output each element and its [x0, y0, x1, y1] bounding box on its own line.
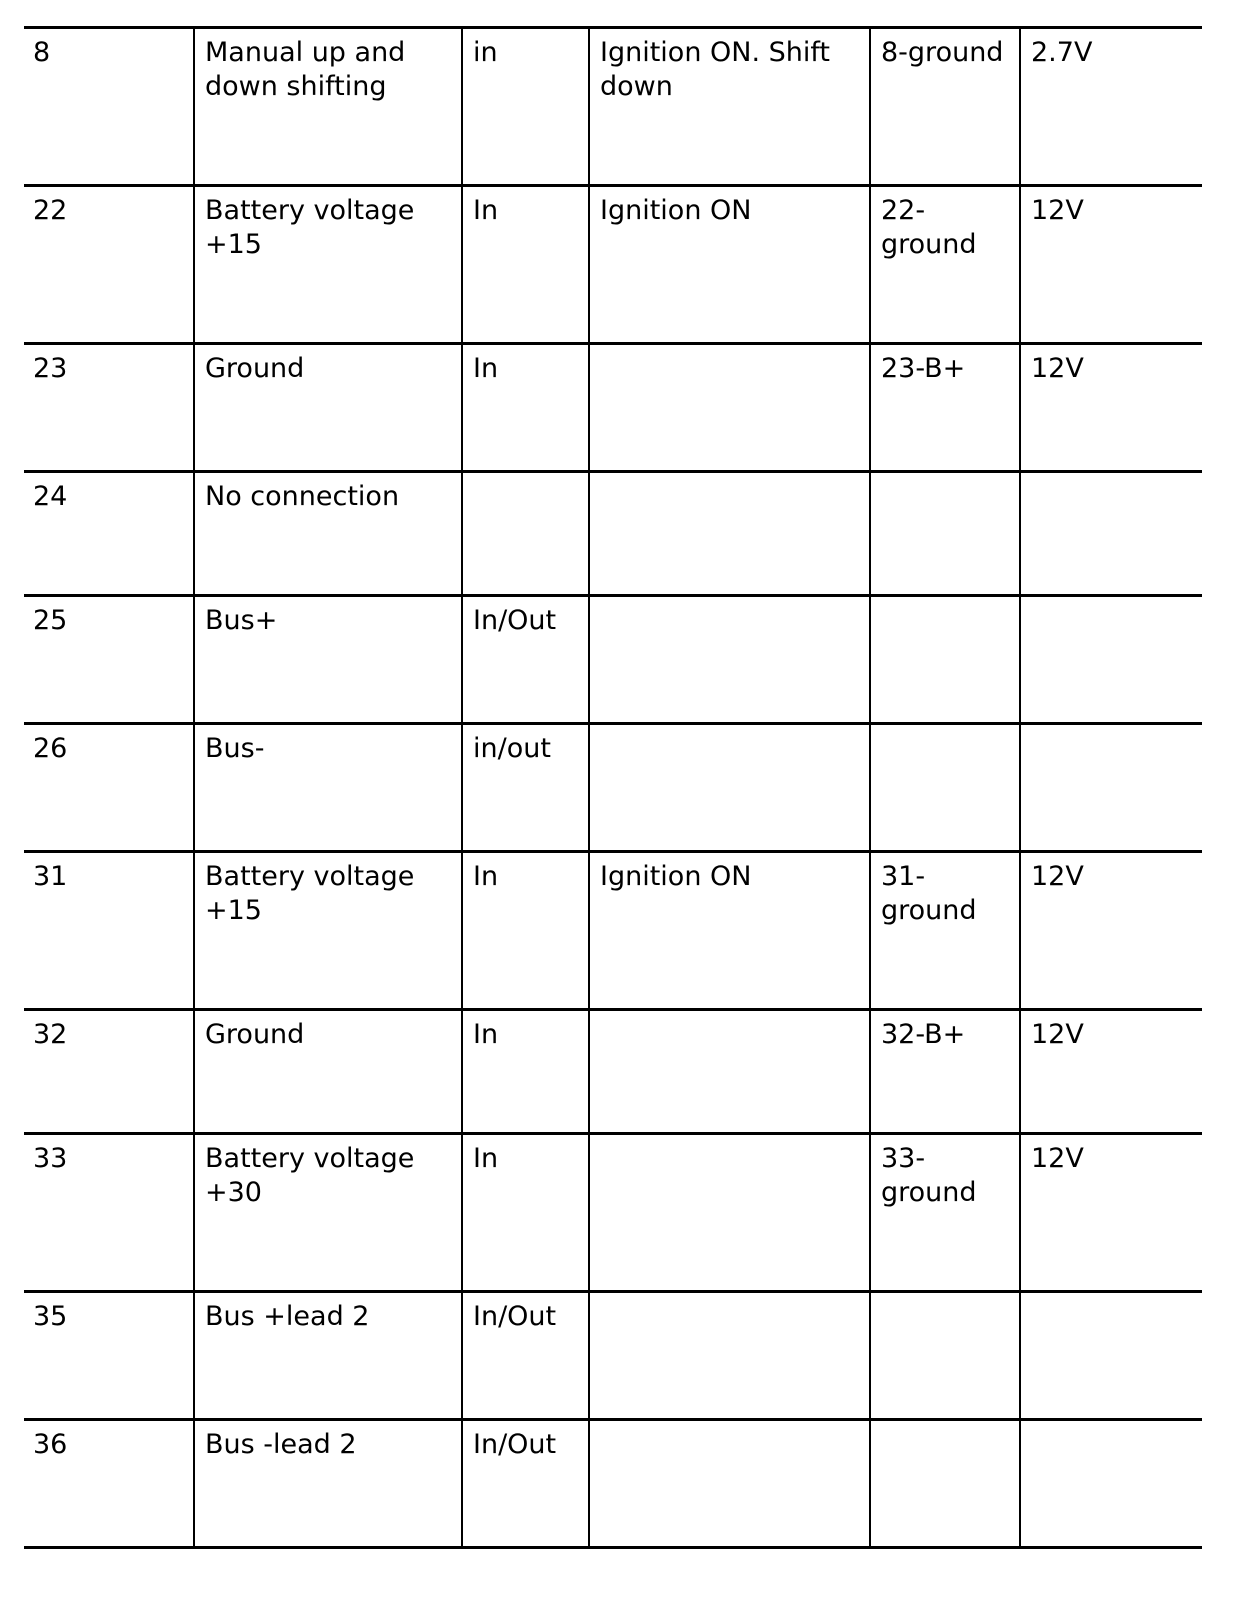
- value-cell: 12V: [1020, 344, 1202, 472]
- table-row: [24, 596, 1202, 724]
- pin-number-cell: 36: [24, 1420, 194, 1548]
- measure-between-cell: [870, 596, 1020, 724]
- pin-table: [24, 26, 1202, 1549]
- pin-number-cell: 24: [24, 472, 194, 596]
- table-row: [24, 1420, 1202, 1548]
- condition-cell: [589, 1134, 870, 1292]
- measure-between-cell: 22- ground: [870, 186, 1020, 344]
- pin-number-cell: 26: [24, 724, 194, 852]
- direction-cell: In/Out: [462, 1420, 589, 1548]
- condition-cell: [589, 1010, 870, 1134]
- description-cell: Bus +lead 2: [194, 1292, 462, 1420]
- table-row: [24, 1292, 1202, 1420]
- direction-cell: In/Out: [462, 1292, 589, 1420]
- measure-between-cell: [870, 1292, 1020, 1420]
- table-row: [24, 852, 1202, 1010]
- direction-cell: in/out: [462, 724, 589, 852]
- value-cell: [1020, 1420, 1202, 1548]
- condition-cell: [589, 472, 870, 596]
- pin-number-cell: 31: [24, 852, 194, 1010]
- description-cell: Bus -lead 2: [194, 1420, 462, 1548]
- condition-cell: [589, 596, 870, 724]
- value-cell: [1020, 1292, 1202, 1420]
- pin-number-cell: 33: [24, 1134, 194, 1292]
- condition-cell: Ignition ON: [589, 852, 870, 1010]
- value-cell: [1020, 472, 1202, 596]
- direction-cell: In/Out: [462, 596, 589, 724]
- measure-between-cell: 32-B+: [870, 1010, 1020, 1134]
- measure-between-cell: 33- ground: [870, 1134, 1020, 1292]
- pin-number-cell: 35: [24, 1292, 194, 1420]
- pin-number-cell: 25: [24, 596, 194, 724]
- table-row: [24, 1010, 1202, 1134]
- value-cell: 12V: [1020, 1010, 1202, 1134]
- direction-cell: In: [462, 1134, 589, 1292]
- value-cell: [1020, 724, 1202, 852]
- pin-number-cell: 22: [24, 186, 194, 344]
- pin-number-cell: 23: [24, 344, 194, 472]
- value-cell: 12V: [1020, 186, 1202, 344]
- table-row: [24, 724, 1202, 852]
- table-row: [24, 344, 1202, 472]
- measure-between-cell: [870, 1420, 1020, 1548]
- direction-cell: In: [462, 1010, 589, 1134]
- table-row: [24, 472, 1202, 596]
- table-row: [24, 28, 1202, 186]
- description-cell: Ground: [194, 344, 462, 472]
- value-cell: [1020, 596, 1202, 724]
- condition-cell: Ignition ON. Shift down: [589, 28, 870, 186]
- description-cell: Ground: [194, 1010, 462, 1134]
- description-cell: No connection: [194, 472, 462, 596]
- measure-between-cell: [870, 724, 1020, 852]
- value-cell: 12V: [1020, 852, 1202, 1010]
- condition-cell: [589, 344, 870, 472]
- value-cell: 2.7V: [1020, 28, 1202, 186]
- direction-cell: in: [462, 28, 589, 186]
- description-cell: Bus+: [194, 596, 462, 724]
- condition-cell: Ignition ON: [589, 186, 870, 344]
- condition-cell: [589, 724, 870, 852]
- table-row: [24, 186, 1202, 344]
- direction-cell: In: [462, 186, 589, 344]
- description-cell: Manual up and down shifting: [194, 28, 462, 186]
- measure-between-cell: 23-B+: [870, 344, 1020, 472]
- measure-between-cell: 8-ground: [870, 28, 1020, 186]
- pin-number-cell: 32: [24, 1010, 194, 1134]
- description-cell: Battery voltage +30: [194, 1134, 462, 1292]
- condition-cell: [589, 1292, 870, 1420]
- direction-cell: [462, 472, 589, 596]
- measure-between-cell: [870, 472, 1020, 596]
- description-cell: Bus-: [194, 724, 462, 852]
- pin-number-cell: 8: [24, 28, 194, 186]
- description-cell: Battery voltage +15: [194, 852, 462, 1010]
- table-row: [24, 1134, 1202, 1292]
- value-cell: 12V: [1020, 1134, 1202, 1292]
- direction-cell: In: [462, 852, 589, 1010]
- measure-between-cell: 31- ground: [870, 852, 1020, 1010]
- direction-cell: In: [462, 344, 589, 472]
- description-cell: Battery voltage +15: [194, 186, 462, 344]
- condition-cell: [589, 1420, 870, 1548]
